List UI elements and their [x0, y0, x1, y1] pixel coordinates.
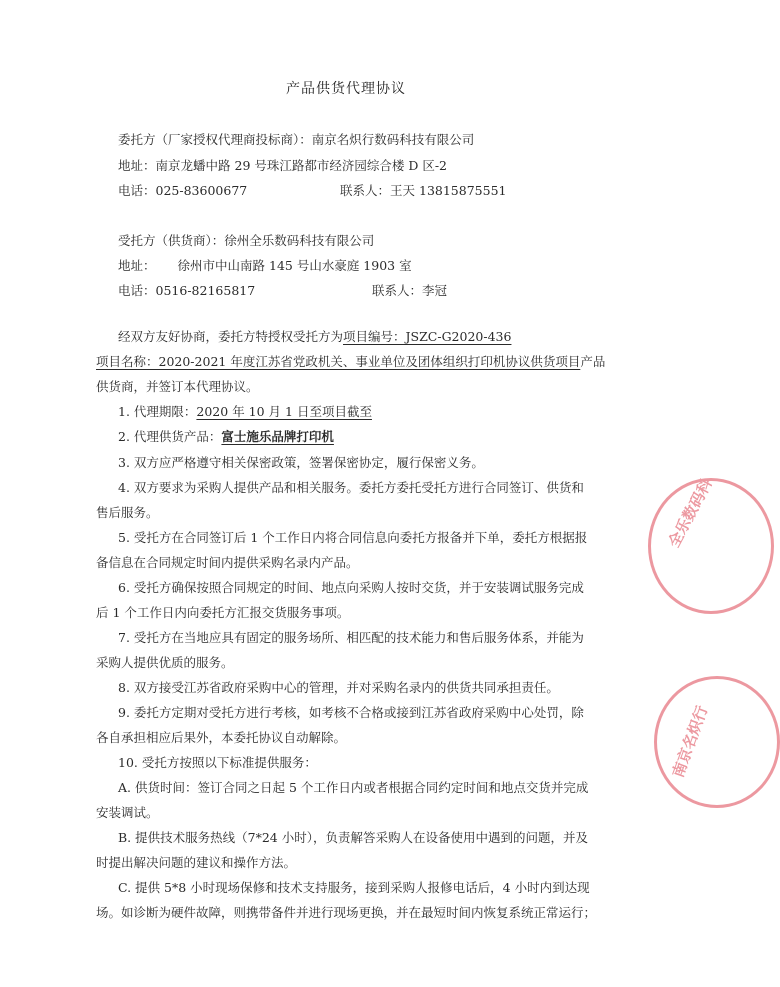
intro-line-3: 供货商，并签订本代理协议。 [96, 379, 259, 394]
agent-phone-line [118, 283, 255, 299]
clause-7a: 7. 受托方在当地应具有固定的服务场所、相匹配的技术能力和售后服务体系，并能为 [118, 630, 584, 645]
clause-1 [118, 404, 372, 420]
intro-line-1 [118, 329, 511, 345]
project-name: 项目名称：2020-2021 年度江苏省党政机关、事业单位及团体组织打印机协议供货项目 [96, 354, 581, 369]
seal-top-text: 全乐数码科 [664, 475, 716, 551]
clause-9b: 各自承担相应后果外，本委托协议自动解除。 [96, 730, 347, 745]
clause-4b: 售后服务。 [96, 505, 159, 520]
clause-a-line-1: A. 供货时间：签订合同之日起 5 个工作日内或者根据合同约定时间和地点交货并完成 [118, 780, 589, 795]
clause-8: 8. 双方接受江苏省政府采购中心的管理，并对采购名录内的供货共同承担责任。 [118, 680, 559, 695]
clause-b-line-1: B. 提供技术服务热线（7*24 小时），负责解答采购人在设备使用中遇到的问题，并及 [118, 830, 588, 845]
document-title: 产品供货代理协议 [286, 81, 406, 97]
clause-1-label: 1. 代理期限： [118, 404, 197, 419]
principal-phone: 025-83600677 [155, 183, 248, 198]
principal-line [118, 132, 474, 148]
agent-name: 徐州全乐数码科技有限公司 [224, 233, 375, 248]
clause-7b: 采购人提供优质的服务。 [96, 655, 234, 670]
intro-line-2 [96, 354, 605, 370]
agent-label: 受托方（供货商）： [118, 233, 225, 248]
intro-text: 经双方友好协商，委托方特授权受托方为 [118, 329, 344, 344]
clause-5a: 5. 受托方在合同签订后 1 个工作日内将合同信息向委托方报备并下单，委托方根据报 [118, 530, 588, 545]
agent-contact-line [372, 283, 447, 299]
company-seal-bottom [654, 676, 780, 808]
clause-c-line-2: 场。如诊断为硬件故障，则携带备件并进行现场更换，并在最短时间内恢复系统正常运行； [96, 905, 597, 920]
principal-contact-line [340, 183, 506, 199]
clause-a-line-2: 安装调试。 [96, 805, 159, 820]
principal-contact-label: 联系人： [340, 183, 391, 198]
principal-phone-line [118, 183, 247, 199]
agent-phone: 0516-82165817 [155, 283, 256, 298]
clause-9a: 9. 委托方定期对受托方进行考核，如考核不合格或接到江苏省政府采购中心处罚，除 [118, 705, 584, 720]
clause-5b: 备信息在合同规定时间内提供采购名录内产品。 [96, 555, 359, 570]
clause-6b: 后 1 个工作日内向委托方汇报交货服务事项。 [96, 605, 350, 620]
agent-contact-label: 联系人： [372, 283, 423, 298]
agent-line [118, 233, 374, 249]
principal-contact: 王天 13815875551 [390, 183, 507, 198]
principal-address-line [118, 158, 447, 174]
clause-3: 3. 双方应严格遵守相关保密政策，签署保密协定，履行保密义务。 [118, 455, 484, 470]
clause-6a: 6. 受托方确保按照合同规定的时间、地点向采购人按时交货，并于安装调试服务完成 [118, 580, 584, 595]
principal-label: 委托方（厂家授权代理商投标商）： [118, 132, 312, 147]
clause-2-value: 富士施乐品牌打印机 [221, 429, 334, 444]
clause-1-value: 2020 年 10 月 1 日至项目截至 [196, 404, 372, 419]
company-seal-top [648, 475, 774, 614]
principal-phone-label: 电话： [118, 183, 156, 198]
agent-address-label: 地址： [118, 258, 156, 273]
clause-b-line-2: 时提出解决问题的建议和操作方法。 [96, 855, 297, 870]
agent-phone-label: 电话： [118, 283, 156, 298]
agent-address: 徐州市中山南路 145 号山水豪庭 1903 室 [177, 258, 412, 273]
clause-4a: 4. 双方要求为采购人提供产品和相关服务。委托方委托受托方进行合同签订、供货和 [118, 480, 584, 495]
agent-address-line [118, 258, 412, 274]
intro-text-b: 产品 [580, 354, 606, 369]
principal-address: 南京龙蟠中路 29 号珠江路都市经济园综合楼 D 区-2 [155, 158, 448, 173]
clause-10: 10. 受托方按照以下标准提供服务： [118, 755, 317, 770]
principal-name: 南京名炽行数码科技有限公司 [311, 132, 475, 147]
project-number: 项目编号：JSZC-G2020-436 [343, 329, 512, 344]
clause-2-label: 2. 代理供货产品： [118, 429, 222, 444]
principal-address-label: 地址： [118, 158, 156, 173]
seal-bottom-text: 南京名炽行 [668, 703, 712, 780]
clause-c-line-1: C. 提供 5*8 小时现场保修和技术支持服务，接到采购人报修电话后，4 小时内到达现 [118, 880, 590, 895]
clause-2 [118, 429, 334, 445]
agent-contact: 李冠 [422, 283, 448, 298]
